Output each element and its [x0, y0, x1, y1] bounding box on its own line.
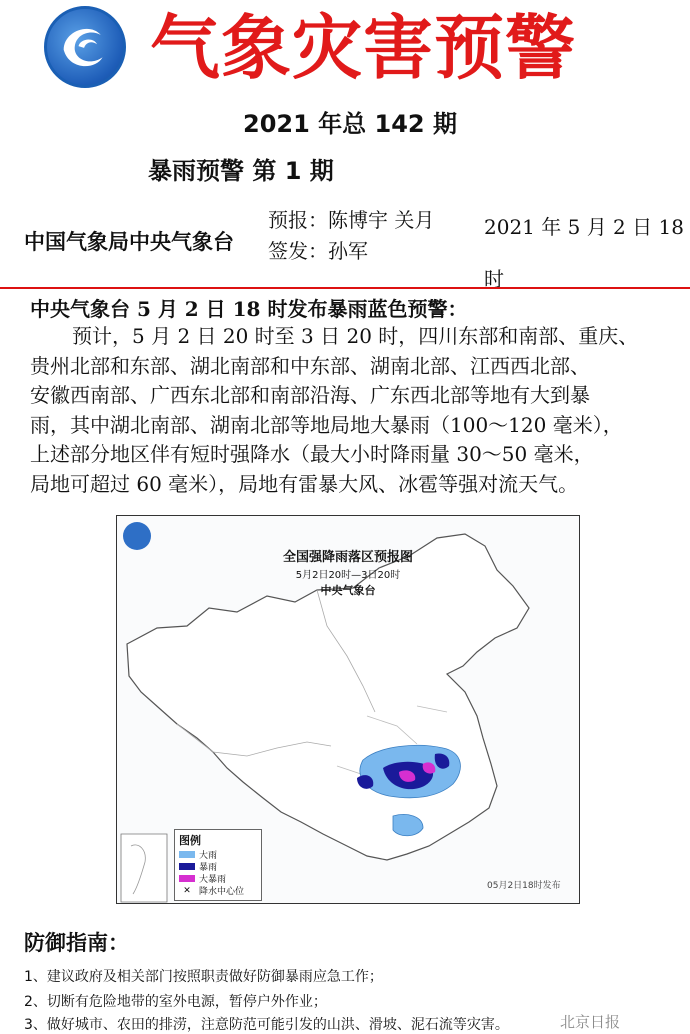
legend-swatch: [179, 851, 195, 858]
legend-swatch: [179, 863, 195, 870]
notice-line: 安徽西南部、广西东北部和南部沿海、广东西北部等地有大到暴: [30, 383, 590, 407]
cma-logo-icon: [44, 6, 126, 88]
issuer-line: 签发：孙军: [268, 239, 368, 263]
issue-date-line-1: 2021 年 5 月 2 日 18: [484, 215, 684, 239]
notice-line: 局地可超过 60 毫米），局地有雷暴大风、冰雹等强对流天气。: [30, 471, 579, 496]
header-divider: [0, 287, 690, 289]
notice-line: 雨，其中湖北南部、湖南北部等地局地大暴雨（100～120 毫米），: [30, 412, 623, 437]
guide-item: 1、建议政府及相关部门按照职责做好防御暴雨应急工作；: [24, 969, 383, 985]
warning-issue-number: 暴雨预警 第 1 期: [148, 157, 334, 185]
issue-number: 2021 年总 142 期: [243, 110, 457, 138]
guide-item: 3、做好城市、农田的排涝，注意防范可能引发的山洪、滑坡、泥石流等灾害。: [24, 1017, 509, 1033]
notice-lead: 中央气象台 5 月 2 日 18 时发布暴雨蓝色预警：: [30, 297, 468, 321]
map-footer-note: 05月2日18时发布: [487, 881, 561, 891]
issuing-organization: 中国气象局中央气象台: [24, 229, 234, 254]
document-title: 气象灾害预警: [150, 7, 576, 89]
notice-line: 上述部分地区伴有短时强降水（最大小时降雨量 30～50 毫米，: [30, 442, 594, 466]
publisher-watermark: 北京日报: [560, 1013, 621, 1031]
notice-line: 贵州北部和东部、湖北南部和中东部、湖南北部、江西西北部、: [30, 353, 590, 378]
guide-item: 2、切断有危险地带的室外电源，暂停户外作业；: [24, 994, 327, 1010]
forecaster-line: 预报：陈博宇 关月: [268, 208, 435, 232]
signers-block: [268, 205, 434, 267]
map-legend: [174, 829, 262, 901]
legend-swatch: [179, 875, 195, 882]
legend-item-rain-center: [179, 884, 244, 897]
issue-date: [484, 201, 684, 305]
map-agency: 中央气象台: [320, 584, 376, 597]
legend-label: 降水中心位: [199, 887, 245, 897]
notice-body: [30, 322, 674, 499]
rainfall-forecast-map: [116, 515, 580, 904]
issue-date-line-2: 时: [484, 267, 504, 291]
legend-title: 图例: [179, 834, 201, 847]
map-period: 5月2日20时—3日20时: [295, 570, 401, 581]
map-title: 全国强降雨落区预报图: [282, 550, 413, 565]
legend-label: 暴雨: [199, 863, 218, 873]
legend-label: 大暴雨: [199, 875, 227, 885]
defense-guide-title: 防御指南：: [24, 930, 129, 955]
notice-line: 预计，5 月 2 日 20 时至 3 日 20 时，四川东部和南部、重庆、: [72, 324, 639, 348]
cross-icon: ✕: [183, 885, 191, 896]
legend-label: 大雨: [199, 851, 218, 861]
